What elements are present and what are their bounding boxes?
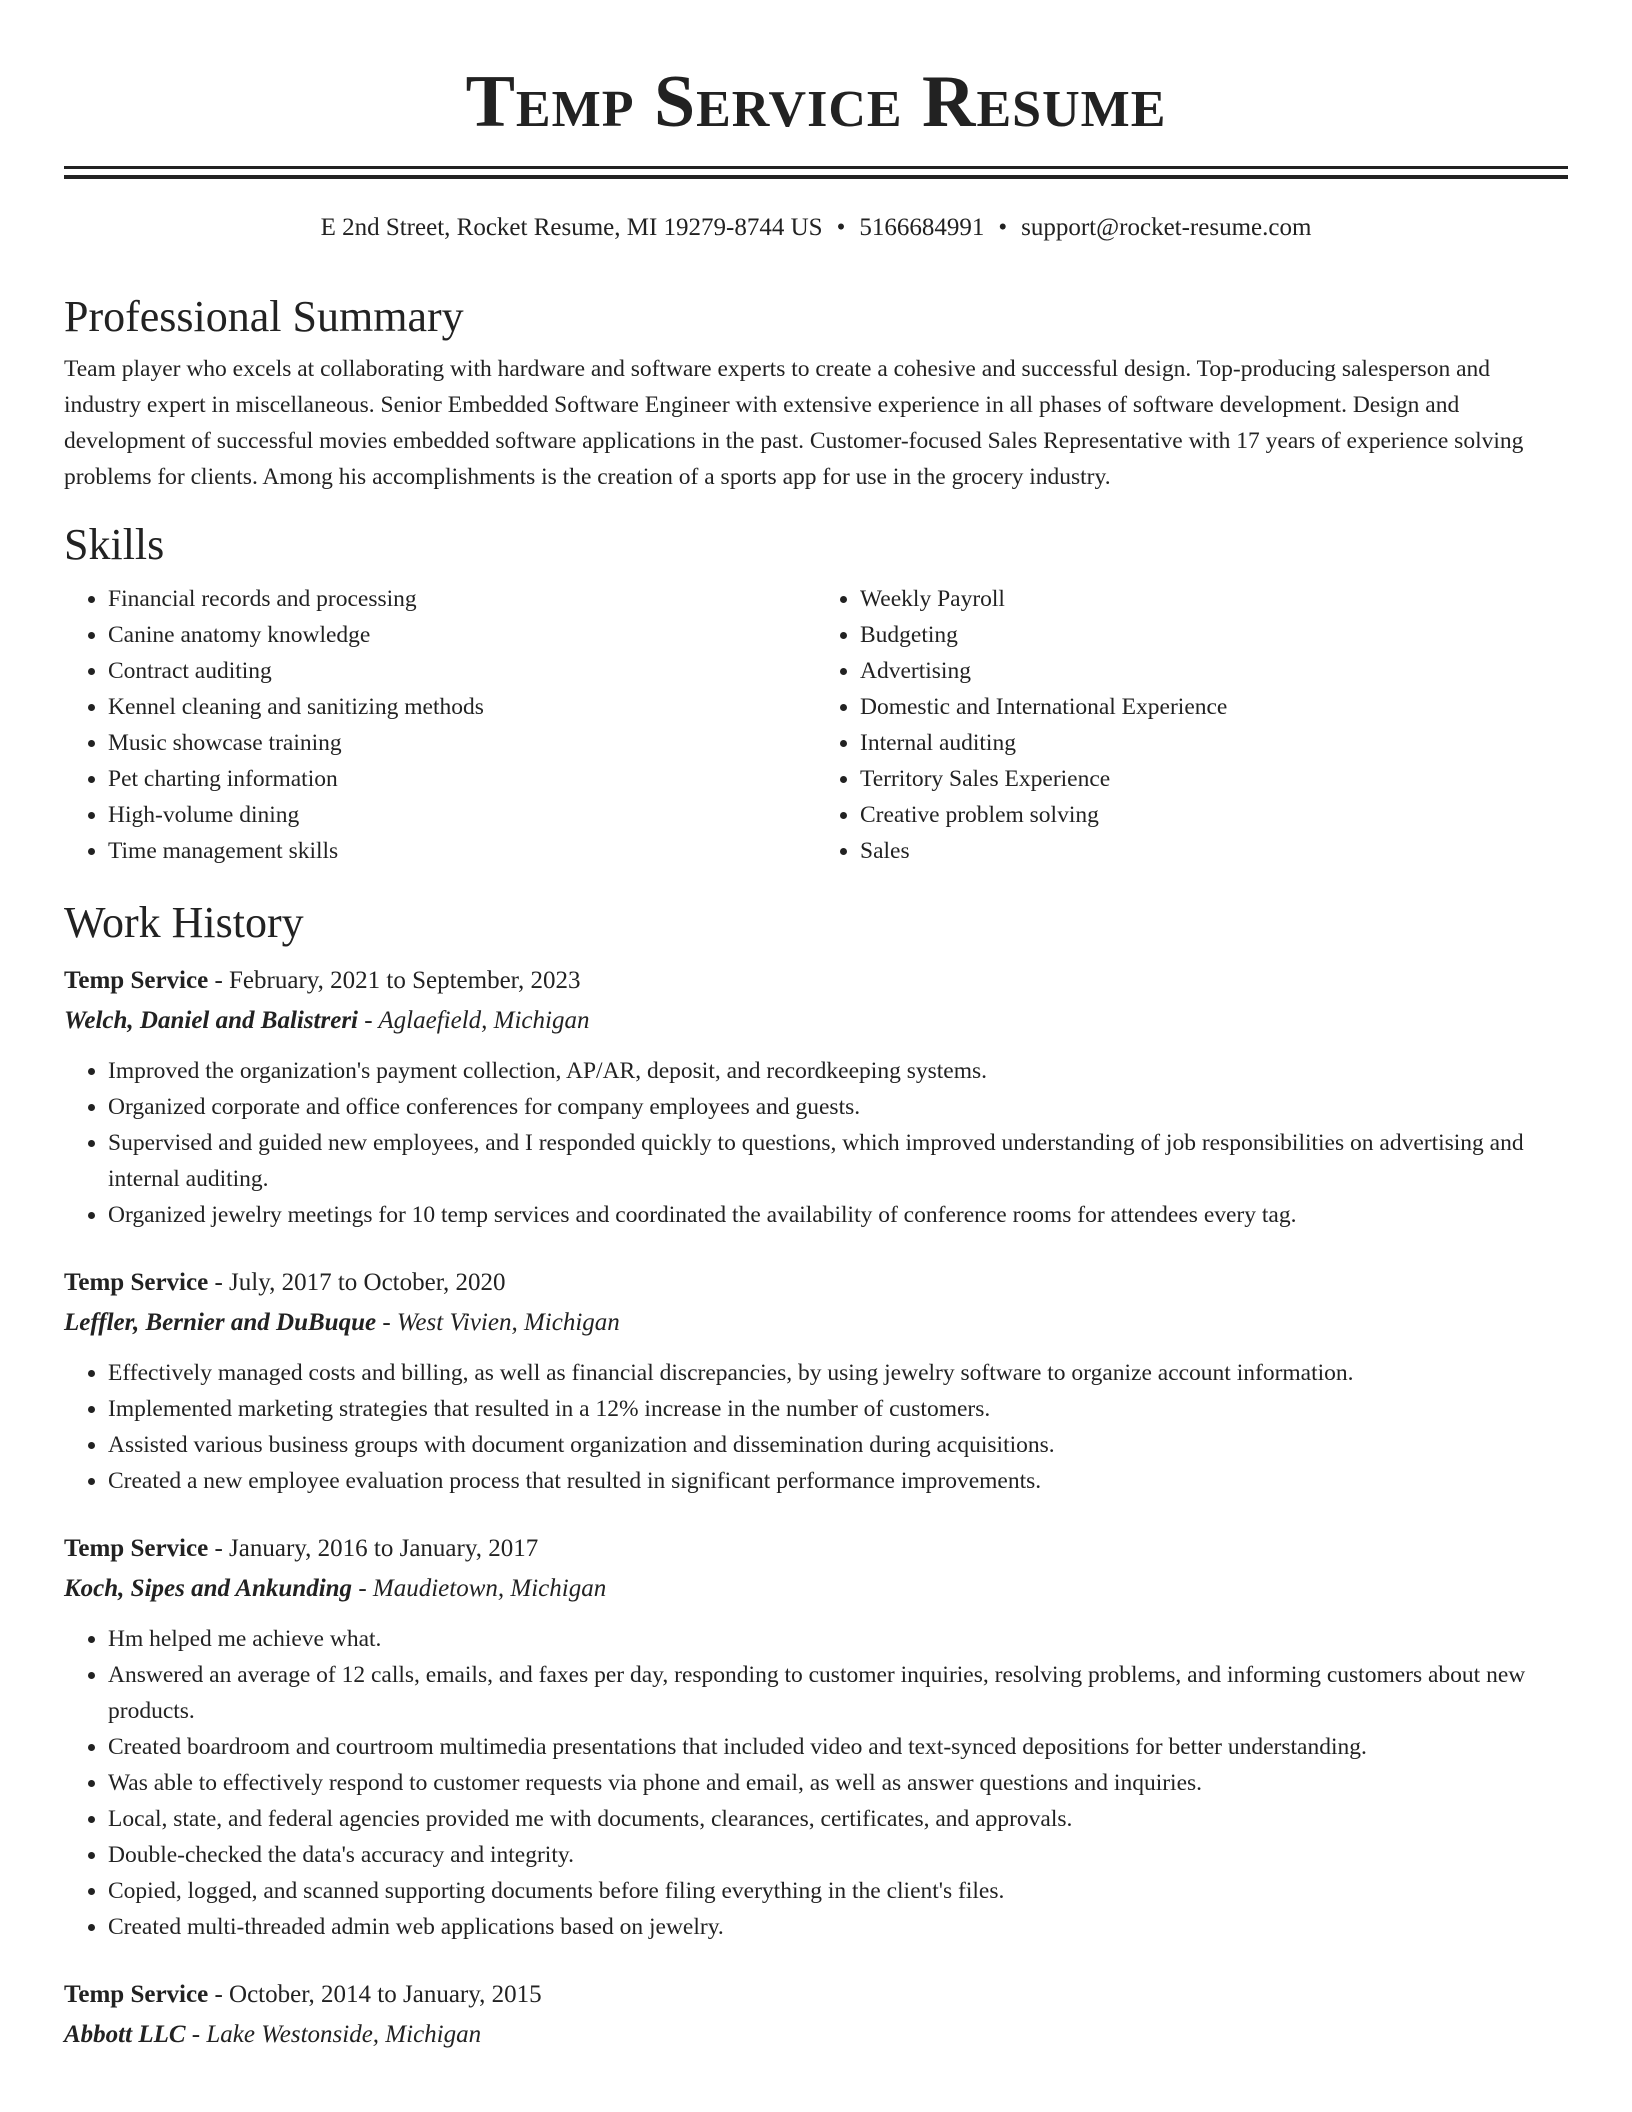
job-header: Temp Service - July, 2017 to October, 2020 [64,1269,506,1296]
job-employer: Leffler, Bernier and DuBuque - West Vivien, Michigan [64,1309,620,1336]
skill-item: • Advertising [860,653,1568,689]
job-bullet: • Double-checked the data's accuracy and integrity. [108,1837,1568,1873]
job-company: Koch, Sipes and Ankunding [64,1575,353,1602]
skill-item: • Music showcase training [108,725,816,761]
job-bullet: • Was able to effectively respond to customer requests via phone and email, as well as answer questions and inquiries. [108,1765,1568,1801]
skill-item: • Budgeting [860,617,1568,653]
job-bullet: • Implemented marketing strategies that resulted in a 12% increase in the number of customers. [108,1391,1568,1427]
contact-separator: • [836,214,846,241]
job-bullets [64,1053,1568,1233]
job-bullet: • Answered an average of 12 calls, emails, and faxes per day, responding to customer inquiries, resolving problems, and informing customers about new products. [108,1657,1568,1729]
title-divider [64,166,1568,179]
skill-item: • High-volume dining [108,797,816,833]
skill-item: • Time management skills [108,833,816,869]
contact-separator: • [998,214,1008,241]
contact-line [64,211,1568,245]
job-bullet: • Assisted various business groups with document organization and dissemination during acquisitions. [108,1427,1568,1463]
job-location: Aglaefield, Michigan [378,1007,590,1034]
job-location: Maudietown, Michigan [372,1575,607,1602]
contact-phone: 5166684991 [859,214,985,241]
contact-address: E 2nd Street, Rocket Resume, MI 19279-8744 US [320,214,823,241]
skill-item: • Domestic and International Experience [860,689,1568,725]
contact-email: support@rocket-resume.com [1021,214,1312,241]
job-company: Welch, Daniel and Balistreri [64,1007,359,1034]
job-role: Temp Service [64,1535,209,1562]
job-bullets [64,1355,1568,1499]
skills-list-left [64,581,816,869]
job-role: Temp Service [64,1269,209,1296]
skill-item: • Territory Sales Experience [860,761,1568,797]
page-title: Temp Service Resume [465,61,1167,143]
job-dates: February, 2021 to September, 2023 [229,967,581,994]
job-bullet: • Hm helped me achieve what. [108,1621,1568,1657]
skills-heading: Skills [64,520,165,569]
job-header: Temp Service - October, 2014 to January, 2015 [64,1981,542,2008]
skill-item: • Canine anatomy knowledge [108,617,816,653]
job-bullet: • Organized corporate and office conferences for company employees and guests. [108,1089,1568,1125]
skill-item: • Financial records and processing [108,581,816,617]
skill-item: • Pet charting information [108,761,816,797]
job-bullet: • Improved the organization's payment collection, AP/AR, deposit, and recordkeeping systems. [108,1053,1568,1089]
job-bullet: • Local, state, and federal agencies provided me with documents, clearances, certificates, and approvals. [108,1801,1568,1837]
job-bullet: • Organized jewelry meetings for 10 temp services and coordinated the availability of conference rooms for attendees every tag. [108,1197,1568,1233]
work-heading: Work History [64,898,304,947]
job-employer: Welch, Daniel and Balistreri - Aglaefield, Michigan [64,1007,590,1034]
skill-item: • Sales [860,833,1568,869]
job-bullets [64,1621,1568,1945]
job-employer: Koch, Sipes and Ankunding - Maudietown, Michigan [64,1575,607,1602]
skill-item: • Weekly Payroll [860,581,1568,617]
job-bullet: • Effectively managed costs and billing, as well as financial discrepancies, by using jewelry software to organize account information. [108,1355,1568,1391]
job-header: Temp Service - February, 2021 to September, 2023 [64,967,581,994]
job-bullet: • Copied, logged, and scanned supporting documents before filing everything in the client's files. [108,1873,1568,1909]
job-company: Leffler, Bernier and DuBuque [64,1309,377,1336]
job-location: West Vivien, Michigan [396,1309,620,1336]
job-bullet: • Supervised and guided new employees, and I responded quickly to questions, which improved understanding of job responsibilities on advertising and internal auditing. [108,1125,1568,1197]
job-entry [64,1975,1568,2055]
job-employer: Abbott LLC - Lake Westonside, Michigan [64,2021,482,2048]
skills-columns [64,581,1568,869]
job-entry [64,1263,1568,1499]
skill-item: • Kennel cleaning and sanitizing methods [108,689,816,725]
job-company: Abbott LLC [64,2021,186,2048]
skills-list-right [816,581,1568,869]
job-header: Temp Service - January, 2016 to January, 2017 [64,1535,539,1562]
work-history-list [64,961,1568,2055]
job-bullet: • Created boardroom and courtroom multimedia presentations that included video and text-synced depositions for better understanding. [108,1729,1568,1765]
job-role: Temp Service [64,1981,209,2008]
skill-item: • Creative problem solving [860,797,1568,833]
job-dates: October, 2014 to January, 2015 [229,1981,542,2008]
job-bullet: • Created multi-threaded admin web applications based on jewelry. [108,1909,1568,1945]
skill-item: • Contract auditing [108,653,816,689]
job-role: Temp Service [64,967,209,994]
job-bullet: • Created a new employee evaluation process that resulted in significant performance improvements. [108,1463,1568,1499]
job-dates: January, 2016 to January, 2017 [229,1535,539,1562]
job-entry [64,1529,1568,1945]
job-entry [64,961,1568,1233]
skill-item: • Internal auditing [860,725,1568,761]
job-location: Lake Westonside, Michigan [206,2021,482,2048]
summary-text: Team player who excels at collaborating with hardware and software experts to create a cohesive and successful design. Top-producing salesperson and industry expert in miscellaneous. Senior Embedded Software Engineer with extensive experience in all phases of software development. Design and development of successful movies embedded software applications in the past. Customer-focused Sales Representative with 17 years of experience solving problems for clients. Among his accomplishments is the creation of a sports app for use in the grocery industry. [64,356,1524,490]
summary-heading: Professional Summary [64,292,464,341]
job-dates: July, 2017 to October, 2020 [229,1269,506,1296]
